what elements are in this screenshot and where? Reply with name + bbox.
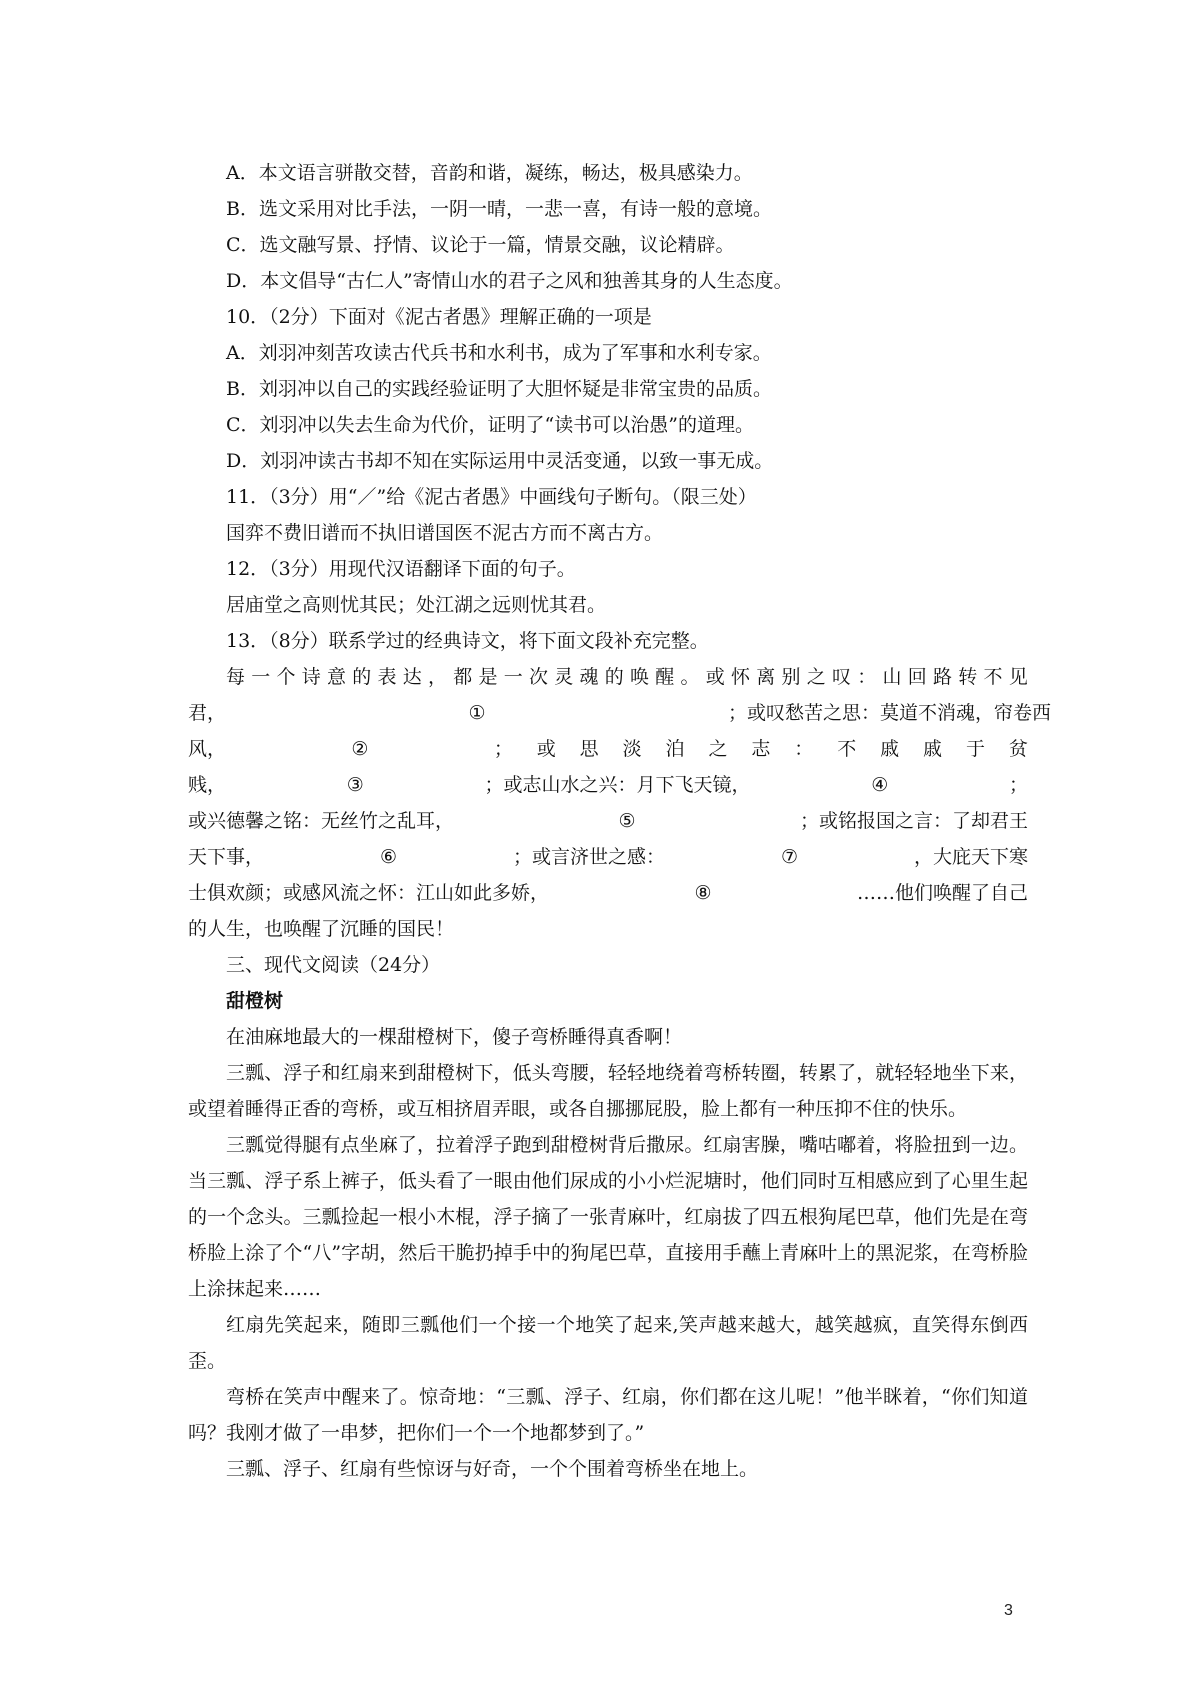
blank-marker-4: ④: [871, 774, 889, 796]
q13-char: 。: [680, 666, 700, 688]
q13-char: 于: [965, 738, 985, 760]
q13-char: 转: [958, 666, 978, 688]
q13-char: 每: [226, 666, 246, 688]
q13-row-1: [188, 659, 1028, 695]
q13-char: 表: [377, 666, 397, 688]
q13-char: 的: [352, 666, 372, 688]
q13-char: 一: [251, 666, 271, 688]
q13-char: 戚: [923, 738, 943, 760]
document-page: [188, 155, 1051, 1487]
article-paragraph: 在油麻地最大的一棵甜橙树下，傻子弯桥睡得真香啊！: [226, 1026, 683, 1048]
q13-char: 之: [708, 738, 728, 760]
q13-text: 或兴德馨之铭：无丝竹之乱耳，: [188, 810, 455, 832]
q13-char: 怀: [731, 666, 751, 688]
q10-option-b: B．刘羽冲以自己的实践经验证明了大胆怀疑是非常宝贵的品质。: [226, 378, 772, 400]
q13-text: 贱，: [188, 774, 227, 796]
article-title: 甜橙树: [226, 990, 284, 1012]
article-paragraph: 三瓢、浮子和红扇来到甜橙树下，低头弯腰，轻轻地绕着弯桥转圈，转累了，就轻轻地坐下来，或望着睡得正香的弯桥，或互相挤眉弄眼，或各自挪挪屁股，脸上都有一种压抑不住的快乐。: [188, 1062, 1028, 1120]
q13-char: 魂: [579, 666, 599, 688]
q13-text: 君，: [188, 702, 227, 724]
q13-char: 淡: [622, 738, 642, 760]
section-heading: 三、现代文阅读（24分）: [226, 954, 441, 976]
q13-stem: 13．（8分）联系学过的经典诗文，将下面文段补充完整。: [226, 630, 709, 652]
q13-char: 都: [453, 666, 473, 688]
q13-char: 或: [536, 738, 556, 760]
q13-char: 思: [579, 738, 599, 760]
blank-marker-8: ⑧: [694, 882, 712, 904]
q11-stem: 11．（3分）用“／”给《泥古者愚》中画线句子断句。（限三处）: [226, 486, 757, 508]
article-paragraph: 红扇先笑起来，随即三瓢他们一个接一个地笑了起来,笑声越来越大，越笑越疯，直笑得东倒西歪。: [188, 1314, 1028, 1372]
q13-char: ：: [794, 738, 814, 760]
q13-text: ；或叹愁苦之思：莫道不消魂，帘卷西: [727, 702, 1051, 724]
q12-text: 居庙堂之高则忧其民；处江湖之远则忧其君。: [226, 594, 607, 616]
q13-row-3: [188, 731, 1028, 767]
q13-text: ；或言济世之感：: [512, 846, 665, 868]
q13-char: 唤: [630, 666, 650, 688]
q10-stem: 10．（2分）下面对《泥古者愚》理解正确的一项是: [226, 306, 652, 328]
q13-text: 风，: [188, 738, 227, 760]
q13-text: 天下事，: [188, 846, 265, 868]
q13-char: 见: [1008, 666, 1028, 688]
q13-char: 志: [751, 738, 771, 760]
q13-char: 一: [503, 666, 523, 688]
blank-marker-7: ⑦: [780, 846, 798, 868]
q9-option-d: D．本文倡导“古仁人”寄情山水的君子之风和独善其身的人生态度。: [226, 270, 793, 292]
q13-row-6: [188, 839, 1028, 875]
q13-char: 别: [781, 666, 801, 688]
q13-text: ……他们唤醒了自己: [856, 882, 1028, 904]
q13-char: 达: [402, 666, 422, 688]
q13-char: 不: [837, 738, 857, 760]
q11-text: 国弈不费旧谱而不执旧谱国医不泥古方而不离古方。: [226, 522, 664, 544]
article-paragraph: 三瓢、浮子、红扇有些惊讶与好奇，一个个围着弯桥坐在地上。: [226, 1458, 759, 1480]
blank-marker-3: ③: [346, 774, 364, 796]
q13-char: 叹: [832, 666, 852, 688]
q13-char: 离: [756, 666, 776, 688]
q9-option-c: C．选文融写景、抒情、议论于一篇，情景交融，议论精辟。: [226, 234, 735, 256]
q13-row-4: [188, 767, 1028, 803]
q12-stem: 12．（3分）用现代汉语翻译下面的句子。: [226, 558, 576, 580]
q13-char: 回: [907, 666, 927, 688]
blank-marker-5: ⑤: [618, 810, 636, 832]
q13-char: 泊: [665, 738, 685, 760]
q10-option-a: A．刘羽冲刻苦攻读古代兵书和水利书，成为了军事和水利专家。: [226, 342, 772, 364]
blank-marker-1: ①: [468, 702, 486, 724]
q10-option-d: D．刘羽冲读古书却不知在实际运用中灵活变通，以致一事无成。: [226, 450, 774, 472]
q13-char: 或: [705, 666, 725, 688]
q13-text: 士俱欢颜；或感风流之怀：江山如此多娇，: [188, 882, 550, 904]
q13-char: 是: [478, 666, 498, 688]
q9-option-a: A．本文语言骈散交替，音韵和谐，凝练，畅达，极具感染力。: [226, 162, 753, 184]
q13-row-7: [188, 875, 1028, 911]
q13-char: 戚: [880, 738, 900, 760]
blank-marker-2: ②: [351, 738, 369, 760]
q13-text: ，大庇天下寒: [913, 846, 1028, 868]
q13-char: 意: [327, 666, 347, 688]
q13-char: 个: [276, 666, 296, 688]
q13-char: 的: [604, 666, 624, 688]
q13-char: 醒: [655, 666, 675, 688]
q13-row-8: 的人生，也唤醒了沉睡的国民！: [188, 918, 455, 940]
q13-char: 之: [806, 666, 826, 688]
q13-char: 灵: [554, 666, 574, 688]
q13-char: 山: [882, 666, 902, 688]
article-paragraph: 三瓢觉得腿有点坐麻了，拉着浮子跑到甜橙树背后撒尿。红扇害臊，嘴咕嘟着，将脸扭到一边。当三瓢、浮子系上裤子，低头看了一眼由他们尿成的小小烂泥塘时，他们同时互相感应到了心里生起的一个念头。三瓢捡起一根小木棍，浮子摘了一张青麻叶，红扇拔了四五根狗尾巴草，他们先是在弯桥脸上涂了个“八”字胡，然后干脆扔掉手中的狗尾巴草，直接用手蘸上青麻叶上的黑泥浆，在弯桥脸上涂抹起来……: [188, 1134, 1028, 1300]
q10-option-c: C．刘羽冲以失去生命为代价，证明了“读书可以治愚”的道理。: [226, 414, 754, 436]
q13-row-2: [188, 695, 1051, 731]
q13-char: 诗: [301, 666, 321, 688]
q13-char: 路: [933, 666, 953, 688]
q13-text: ；: [1008, 774, 1028, 796]
q9-option-b: B．选文采用对比手法，一阴一晴，一悲一喜，有诗一般的意境。: [226, 198, 772, 220]
q13-char: 不: [983, 666, 1003, 688]
article-paragraph: 弯桥在笑声中醒来了。惊奇地：“三瓢、浮子、红扇，你们都在这儿呢！”他半眯着，“你们知道吗？我刚才做了一串梦，把你们一个一个地都梦到了。”: [188, 1386, 1028, 1444]
q13-text: ；或铭报国之言：了却君王: [799, 810, 1028, 832]
q13-fill-in-passage: [188, 659, 1051, 947]
q13-char: ；: [493, 738, 513, 760]
q13-char: 次: [529, 666, 549, 688]
blank-marker-6: ⑥: [379, 846, 398, 868]
q13-char: 贫: [1008, 738, 1028, 760]
q13-char: ：: [857, 666, 877, 688]
page-number: 3: [1004, 1602, 1013, 1619]
q13-row-5: [188, 803, 1028, 839]
q13-char: ，: [428, 666, 448, 688]
q13-text: ；或志山水之兴：月下飞天镜，: [484, 774, 751, 796]
